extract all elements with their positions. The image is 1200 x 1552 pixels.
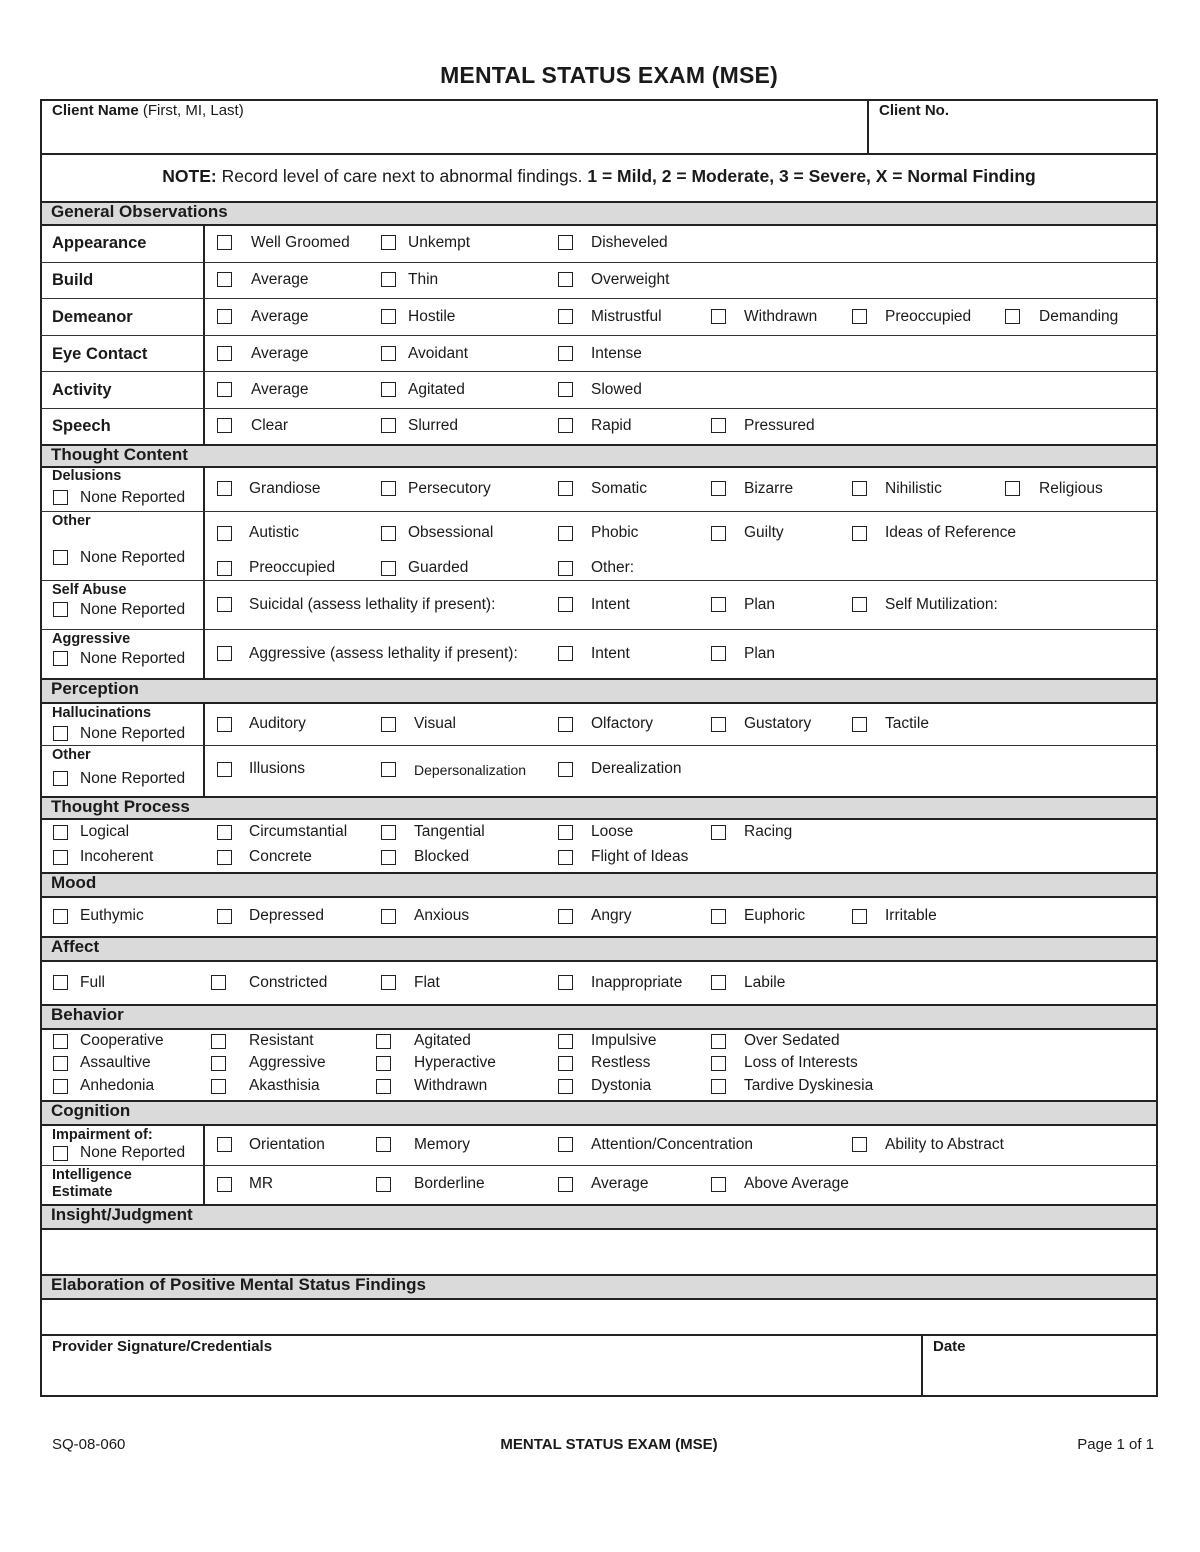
self-abuse-label: Self Abuse — [52, 582, 127, 598]
option-label: Bizarre — [744, 480, 794, 497]
checkbox-tangential[interactable] — [381, 825, 396, 840]
checkbox-intense[interactable] — [558, 346, 573, 361]
checkbox-self-abuse-intent[interactable] — [558, 597, 573, 612]
checkbox-guilty[interactable] — [711, 526, 726, 541]
divider — [40, 153, 1158, 155]
option-label: Depersonalization — [414, 762, 527, 778]
option-label: Incoherent — [80, 848, 154, 865]
checkbox-dystonia[interactable] — [558, 1079, 573, 1094]
row-divider — [40, 262, 1158, 263]
option-label: Dystonia — [591, 1077, 652, 1094]
form-id: SQ-08-060 — [52, 1436, 126, 1453]
option-label: Intent — [591, 596, 630, 613]
option-label: Loose — [591, 823, 634, 840]
option-label: Average — [251, 308, 309, 325]
option-label: Flight of Ideas — [591, 848, 689, 865]
checkbox-self-abuse-none[interactable] — [53, 602, 68, 617]
section-behavior: Behavior — [42, 1004, 1156, 1030]
checkbox-anhedonia[interactable] — [53, 1079, 68, 1094]
option-label: Restless — [591, 1054, 651, 1071]
option-label: Racing — [744, 823, 793, 840]
option-label: Above Average — [744, 1175, 849, 1192]
checkbox-impulsive[interactable] — [558, 1034, 573, 1049]
checkbox-nihilistic[interactable] — [852, 481, 867, 496]
option-label: Assaultive — [80, 1054, 151, 1071]
client-no-label: Client No. — [879, 102, 949, 119]
checkbox-delusions-none[interactable] — [53, 490, 68, 505]
section-thought-content: Thought Content — [42, 444, 1156, 468]
option-label: Slowed — [591, 381, 642, 398]
checkbox-over-sedated[interactable] — [711, 1034, 726, 1049]
thought-other-label: Other — [52, 513, 91, 529]
option-label: Demanding — [1039, 308, 1119, 325]
checkbox-demeanor-average[interactable] — [217, 309, 232, 324]
checkbox-autistic[interactable] — [217, 526, 232, 541]
checkbox-restless[interactable] — [558, 1056, 573, 1071]
checkbox-gustatory[interactable] — [711, 717, 726, 732]
checkbox-incoherent[interactable] — [53, 850, 68, 865]
option-label: Borderline — [414, 1175, 485, 1192]
checkbox-suicidal[interactable] — [217, 597, 232, 612]
option-label: Illusions — [249, 760, 305, 777]
row-divider — [40, 371, 1158, 372]
option-label: Guilty — [744, 524, 784, 541]
client-name-label: Client Name (First, MI, Last) — [52, 102, 244, 119]
checkbox-attention[interactable] — [558, 1137, 573, 1152]
checkbox-impairment-none[interactable] — [53, 1146, 68, 1161]
option-label: None Reported — [80, 770, 186, 787]
option-label: Average — [251, 345, 309, 362]
appearance-label: Appearance — [52, 234, 147, 252]
checkbox-clear[interactable] — [217, 418, 232, 433]
checkbox-avoidant[interactable] — [381, 346, 396, 361]
checkbox-aggressive-none[interactable] — [53, 651, 68, 666]
option-label: Cooperative — [80, 1032, 164, 1049]
section-cognition: Cognition — [42, 1100, 1156, 1126]
checkbox-self-mutilization[interactable] — [852, 597, 867, 612]
option-label: Unkempt — [408, 234, 471, 251]
label-column-divider — [203, 704, 205, 796]
option-label: Clear — [251, 417, 289, 434]
option-label: Resistant — [249, 1032, 314, 1049]
checkbox-behavior-withdrawn[interactable] — [376, 1079, 391, 1094]
option-label: Agitated — [414, 1032, 471, 1049]
option-label: Thin — [408, 271, 439, 288]
option-label: Plan — [744, 596, 776, 613]
option-label: Grandiose — [249, 480, 321, 497]
option-label: Intense — [591, 345, 642, 362]
checkbox-obsessional[interactable] — [381, 526, 396, 541]
row-divider — [40, 745, 1158, 746]
checkbox-illusions[interactable] — [217, 762, 232, 777]
option-label: Constricted — [249, 974, 328, 991]
option-label: Akasthisia — [249, 1077, 320, 1094]
option-label: Guarded — [408, 559, 469, 576]
date-field[interactable] — [926, 1358, 1154, 1392]
checkbox-grandiose[interactable] — [217, 481, 232, 496]
option-label: Well Groomed — [251, 234, 350, 251]
option-label: Pressured — [744, 417, 815, 434]
build-label: Build — [52, 271, 94, 289]
option-label: Full — [80, 974, 105, 991]
checkbox-resistant[interactable] — [211, 1034, 226, 1049]
mse-form — [40, 99, 1158, 1397]
option-label: Concrete — [249, 848, 312, 865]
header-divider — [867, 100, 869, 153]
note-line: NOTE: Record level of care next to abnormal findings. 1 = Mild, 2 = Moderate, 3 = Severe, X = Normal Finding — [162, 166, 1036, 186]
option-label: Aggressive (assess lethality if present): — [249, 645, 518, 662]
checkbox-thin[interactable] — [381, 272, 396, 287]
checkbox-euphoric[interactable] — [711, 909, 726, 924]
checkbox-olfactory[interactable] — [558, 717, 573, 732]
option-label: Autistic — [249, 524, 299, 541]
option-label: Anxious — [414, 907, 470, 924]
section-thought-process: Thought Process — [42, 796, 1156, 820]
checkbox-flat[interactable] — [381, 975, 396, 990]
checkbox-tardive-dyskinesia[interactable] — [711, 1079, 726, 1094]
option-label: Persecutory — [408, 480, 491, 497]
checkbox-concrete[interactable] — [217, 850, 232, 865]
row-divider — [40, 298, 1158, 299]
checkbox-anxious[interactable] — [381, 909, 396, 924]
option-label: Withdrawn — [414, 1077, 488, 1094]
option-label: Tardive Dyskinesia — [744, 1077, 874, 1094]
checkbox-slowed[interactable] — [558, 382, 573, 397]
row-divider — [40, 629, 1158, 630]
checkbox-angry[interactable] — [558, 909, 573, 924]
option-label: Derealization — [591, 760, 682, 777]
checkbox-disheveled[interactable] — [558, 235, 573, 250]
activity-label: Activity — [52, 381, 112, 399]
option-label: Average — [591, 1175, 649, 1192]
section-affect: Affect — [42, 936, 1156, 962]
option-label: Nihilistic — [885, 480, 942, 497]
checkbox-pressured[interactable] — [711, 418, 726, 433]
checkbox-thought-other-none[interactable] — [53, 550, 68, 565]
checkbox-constricted[interactable] — [211, 975, 226, 990]
checkbox-irritable[interactable] — [852, 909, 867, 924]
signature-divider — [921, 1334, 923, 1396]
option-label: Over Sedated — [744, 1032, 840, 1049]
section-perception: Perception — [42, 678, 1156, 704]
page-number: Page 1 of 1 — [1077, 1436, 1154, 1453]
checkbox-unkempt[interactable] — [381, 235, 396, 250]
checkbox-behavior-agitated[interactable] — [376, 1034, 391, 1049]
option-label: Avoidant — [408, 345, 469, 362]
option-label: Auditory — [249, 715, 306, 732]
checkbox-full[interactable] — [53, 975, 68, 990]
option-label: Impulsive — [591, 1032, 657, 1049]
option-label: Self Mutilization: — [885, 596, 998, 613]
client-no-field[interactable] — [872, 122, 1152, 150]
checkbox-aggressive-plan[interactable] — [711, 646, 726, 661]
row-divider — [40, 511, 1158, 512]
checkbox-inappropriate[interactable] — [558, 975, 573, 990]
provider-signature-field[interactable] — [44, 1358, 916, 1392]
option-label: Hostile — [408, 308, 456, 325]
option-label: Angry — [591, 907, 632, 924]
option-label: Orientation — [249, 1136, 325, 1153]
option-label: Preoccupied — [249, 559, 336, 576]
checkbox-tactile[interactable] — [852, 717, 867, 732]
checkbox-blocked[interactable] — [381, 850, 396, 865]
checkbox-borderline[interactable] — [376, 1177, 391, 1192]
option-label: None Reported — [80, 725, 186, 742]
section-general-observations: General Observations — [42, 201, 1156, 226]
divider — [40, 1334, 1158, 1336]
checkbox-ideas-of-reference[interactable] — [852, 526, 867, 541]
option-label: MR — [249, 1175, 274, 1192]
checkbox-euthymic[interactable] — [53, 909, 68, 924]
option-label: Ideas of Reference — [885, 524, 1016, 541]
option-label: Gustatory — [744, 715, 812, 732]
option-label: Loss of Interests — [744, 1054, 858, 1071]
checkbox-above-average[interactable] — [711, 1177, 726, 1192]
delusions-label: Delusions — [52, 468, 122, 484]
section-mood: Mood — [42, 872, 1156, 898]
checkbox-bizarre[interactable] — [711, 481, 726, 496]
checkbox-behavior-aggressive[interactable] — [211, 1056, 226, 1071]
row-divider — [40, 335, 1158, 336]
checkbox-perception-other-none[interactable] — [53, 771, 68, 786]
checkbox-phobic[interactable] — [558, 526, 573, 541]
checkbox-assaultive[interactable] — [53, 1056, 68, 1071]
option-label: Anhedonia — [80, 1077, 155, 1094]
checkbox-somatic[interactable] — [558, 481, 573, 496]
demeanor-label: Demeanor — [52, 308, 133, 326]
checkbox-withdrawn[interactable] — [711, 309, 726, 324]
option-label: Withdrawn — [744, 308, 818, 325]
checkbox-circumstantial[interactable] — [217, 825, 232, 840]
checkbox-other-specify[interactable] — [558, 561, 573, 576]
checkbox-guarded[interactable] — [381, 561, 396, 576]
section-elaboration: Elaboration of Positive Mental Status Findings — [42, 1274, 1156, 1300]
option-label: Religious — [1039, 480, 1103, 497]
option-label: Agitated — [408, 381, 465, 398]
option-label: Logical — [80, 823, 130, 840]
checkbox-rapid[interactable] — [558, 418, 573, 433]
checkbox-thought-preoccupied[interactable] — [217, 561, 232, 576]
checkbox-aggressive[interactable] — [217, 646, 232, 661]
option-label: Attention/Concentration — [591, 1136, 753, 1153]
option-label: Blocked — [414, 848, 470, 865]
option-label: Labile — [744, 974, 786, 991]
option-label: None Reported — [80, 650, 186, 667]
option-label: Olfactory — [591, 715, 654, 732]
footer-title: MENTAL STATUS EXAM (MSE) — [500, 1436, 718, 1453]
option-label: None Reported — [80, 601, 186, 618]
checkbox-mistrustful[interactable] — [558, 309, 573, 324]
checkbox-persecutory[interactable] — [381, 481, 396, 496]
checkbox-loose[interactable] — [558, 825, 573, 840]
checkbox-ability-to-abstract[interactable] — [852, 1137, 867, 1152]
checkbox-orientation[interactable] — [217, 1137, 232, 1152]
option-label: Obsessional — [408, 524, 494, 541]
checkbox-depressed[interactable] — [217, 909, 232, 924]
row-divider — [40, 1165, 1158, 1166]
checkbox-auditory[interactable] — [217, 717, 232, 732]
row-divider — [40, 580, 1158, 581]
option-label: Inappropriate — [591, 974, 683, 991]
option-label: Disheveled — [591, 234, 668, 251]
option-label: Tactile — [885, 715, 929, 732]
checkbox-depersonalization[interactable] — [381, 762, 396, 777]
option-label: Mistrustful — [591, 308, 662, 325]
insight-judgment-field[interactable] — [44, 1232, 1154, 1272]
checkbox-hostile[interactable] — [381, 309, 396, 324]
checkbox-cooperative[interactable] — [53, 1034, 68, 1049]
option-label: None Reported — [80, 489, 186, 506]
option-label: Average — [251, 381, 309, 398]
label-column-divider — [203, 468, 205, 678]
section-insight-judgment: Insight/Judgment — [42, 1204, 1156, 1230]
option-label: Plan — [744, 645, 776, 662]
checkbox-intel-average[interactable] — [558, 1177, 573, 1192]
checkbox-demanding[interactable] — [1005, 309, 1020, 324]
option-label: Euthymic — [80, 907, 144, 924]
option-label: Aggressive — [249, 1054, 326, 1071]
checkbox-activity-average[interactable] — [217, 382, 232, 397]
checkbox-overweight[interactable] — [558, 272, 573, 287]
elaboration-field[interactable] — [44, 1302, 1154, 1332]
option-label: None Reported — [80, 1144, 186, 1161]
option-label: Memory — [414, 1136, 470, 1153]
option-label: Phobic — [591, 524, 639, 541]
checkbox-racing[interactable] — [711, 825, 726, 840]
checkbox-preoccupied[interactable] — [852, 309, 867, 324]
checkbox-agitated[interactable] — [381, 382, 396, 397]
perception-other-label: Other — [52, 747, 91, 763]
aggressive-label: Aggressive — [52, 631, 131, 647]
option-label: Slurred — [408, 417, 458, 434]
option-label: Circumstantial — [249, 823, 348, 840]
option-label: Euphoric — [744, 907, 806, 924]
option-label: Ability to Abstract — [885, 1136, 1004, 1153]
checkbox-loss-of-interests[interactable] — [711, 1056, 726, 1071]
option-label: Visual — [414, 715, 456, 732]
hallucinations-label: Hallucinations — [52, 705, 152, 721]
checkbox-well-groomed[interactable] — [217, 235, 232, 250]
date-label: Date — [933, 1338, 966, 1355]
checkbox-flight-of-ideas[interactable] — [558, 850, 573, 865]
checkbox-religious[interactable] — [1005, 481, 1020, 496]
option-label: Intent — [591, 645, 630, 662]
document-title: MENTAL STATUS EXAM (MSE) — [440, 62, 778, 88]
option-label: Somatic — [591, 480, 647, 497]
checkbox-akasthisia[interactable] — [211, 1079, 226, 1094]
checkbox-hallucinations-none[interactable] — [53, 726, 68, 741]
option-label: Suicidal (assess lethality if present): — [249, 596, 496, 613]
checkbox-slurred[interactable] — [381, 418, 396, 433]
option-label: Preoccupied — [885, 308, 972, 325]
checkbox-build-average[interactable] — [217, 272, 232, 287]
client-name-field[interactable] — [44, 122, 864, 150]
option-label: Tangential — [414, 823, 485, 840]
impairment-label: Impairment of: — [52, 1127, 153, 1143]
checkbox-visual[interactable] — [381, 717, 396, 732]
option-label: Depressed — [249, 907, 324, 924]
intelligence-label: Intelligence Estimate — [52, 1167, 132, 1200]
checkbox-aggressive-intent[interactable] — [558, 646, 573, 661]
checkbox-derealization[interactable] — [558, 762, 573, 777]
provider-signature-label: Provider Signature/Credentials — [52, 1338, 273, 1355]
checkbox-eye-average[interactable] — [217, 346, 232, 361]
option-label: Other: — [591, 559, 635, 576]
option-label: Overweight — [591, 271, 670, 288]
speech-label: Speech — [52, 417, 111, 435]
row-divider — [40, 408, 1158, 409]
checkbox-self-abuse-plan[interactable] — [711, 597, 726, 612]
checkbox-logical[interactable] — [53, 825, 68, 840]
checkbox-hyperactive[interactable] — [376, 1056, 391, 1071]
option-label: Hyperactive — [414, 1054, 496, 1071]
checkbox-memory[interactable] — [376, 1137, 391, 1152]
option-label: Flat — [414, 974, 440, 991]
option-label: None Reported — [80, 549, 186, 566]
checkbox-mr[interactable] — [217, 1177, 232, 1192]
eye-contact-label: Eye Contact — [52, 345, 148, 363]
option-label: Average — [251, 271, 309, 288]
option-label: Irritable — [885, 907, 937, 924]
checkbox-labile[interactable] — [711, 975, 726, 990]
option-label: Rapid — [591, 417, 632, 434]
